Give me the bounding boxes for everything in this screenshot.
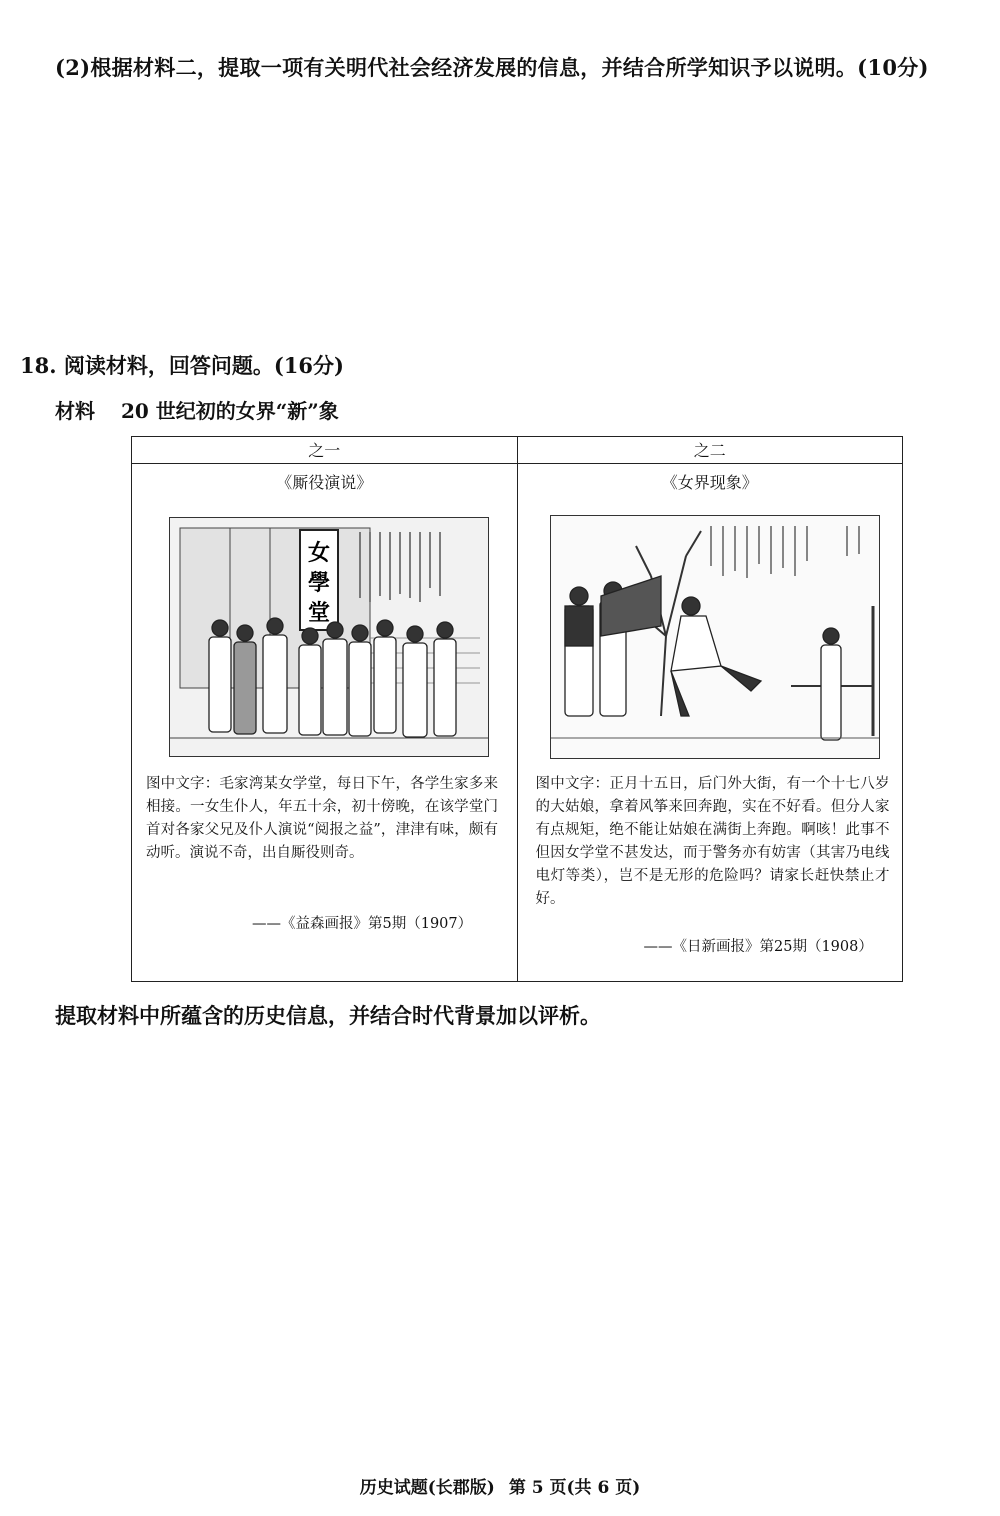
servant-speech-drawing — [170, 518, 489, 757]
page-footer — [0, 1473, 1000, 1498]
footer-title: 历史试题(长郡版) — [359, 1478, 495, 1498]
sign-char-1: 女 — [307, 540, 331, 566]
women-phenomenon-drawing — [551, 516, 880, 759]
question-2-text: (2)根据材料二，提取一项有关明代社会经济发展的信息，并结合所学知识予以说明。(10分) — [55, 55, 929, 80]
column-1-source: ——《益森画报》第5期（1907） — [252, 916, 473, 932]
material-label: 材料 — [55, 399, 95, 423]
column-1-header: 之一 — [132, 437, 517, 464]
sign-char-3: 堂 — [307, 600, 331, 626]
material-column-2 — [517, 437, 903, 981]
column-2-header: 之二 — [518, 437, 903, 464]
footer-page-number: 第 5 页(共 6 页) — [508, 1478, 641, 1498]
column-2-caption: 《女界现象》 — [661, 473, 758, 492]
column-1-text-label: 图中文字： — [146, 776, 220, 792]
column-2-text-label: 图中文字： — [535, 776, 610, 792]
material-column-1 — [132, 437, 517, 981]
column-2-source: ——《日新画报》第25期（1908） — [643, 939, 873, 955]
illustration-women-phenomenon — [550, 515, 880, 759]
sign-char-2: 學 — [307, 570, 331, 596]
column-2-description — [536, 773, 890, 911]
column-1-text: 毛家湾某女学堂，每日下午，各学生家多来相接。一女生仆人，年五十余，初十傍晚，在该学堂门首对各家父兄及仆人演说“阅报之益”，津津有味，颇有动听。演说不奇，出自厮役则奇。 — [146, 776, 499, 861]
column-1-description — [146, 773, 498, 865]
material-table — [131, 436, 903, 982]
column-1-caption: 《厮役演说》 — [276, 473, 373, 492]
illustration-servant-speech — [169, 517, 489, 757]
question-18-heading: 18. 阅读材料，回答问题。(16分) — [20, 353, 344, 378]
column-2-text: 正月十五日，后门外大街，有一个十七八岁的大姑娘，拿着风筝来回奔跑，实在不好看。但分人家有点规矩，绝不能让姑娘在满街上奔跑。啊咳！此事不但因女学堂不甚发达，而于警务亦有妨害（其害乃电线电灯等类），岂不是无形的危险吗？请家长赶快禁止才好。 — [535, 776, 890, 907]
material-title-line — [55, 395, 339, 424]
material-title: 20 世纪初的女界“新”象 — [121, 399, 339, 423]
question-18-prompt: 提取材料中所蕴含的历史信息，并结合时代背景加以评析。 — [55, 1003, 601, 1028]
